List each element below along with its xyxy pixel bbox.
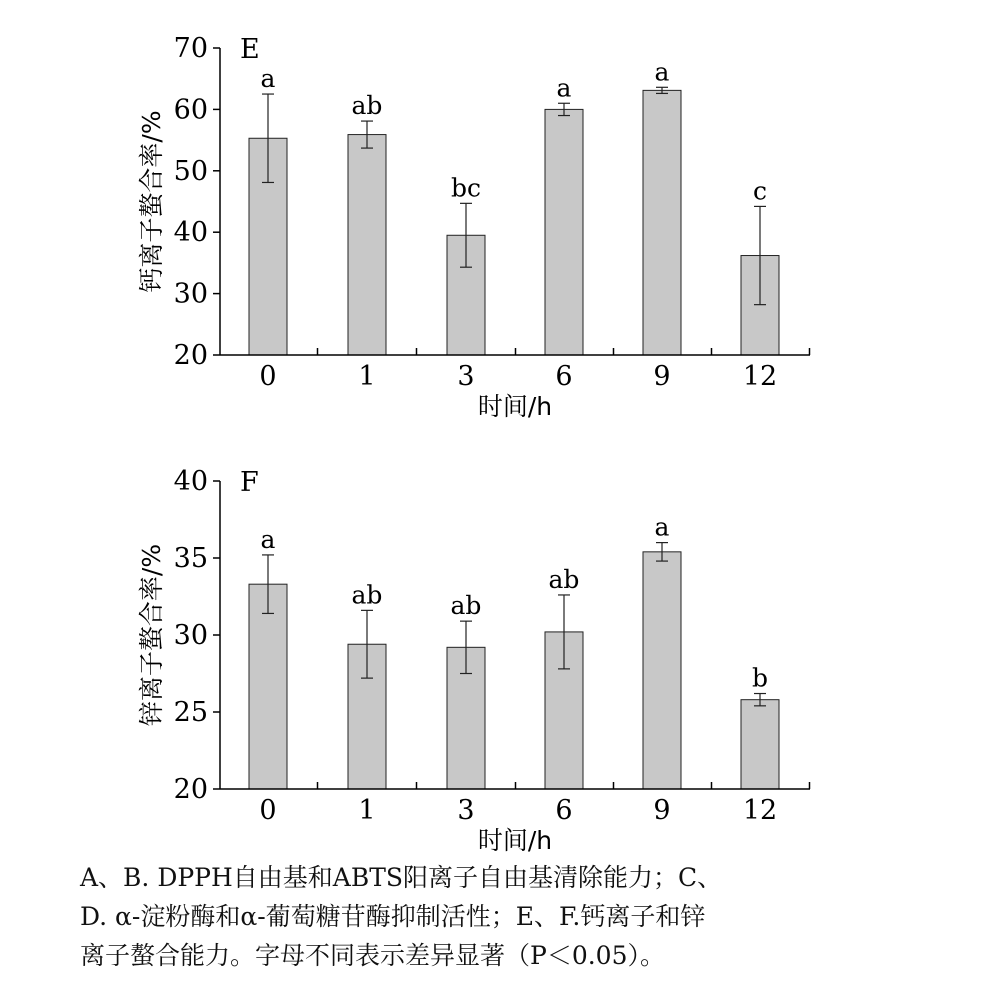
x-tick-label: 6	[555, 795, 573, 826]
bar	[249, 584, 287, 789]
y-tick-label: 50	[173, 155, 208, 187]
y-tick-label: 40	[173, 217, 208, 249]
bar	[643, 552, 681, 789]
figure-caption	[80, 858, 960, 975]
x-tick-label: 1	[358, 795, 376, 826]
chart-panel-e	[137, 33, 810, 421]
caption-line-2: D. α-淀粉酶和α-葡萄糖苷酶抑制活性；E、F.钙离子和锌	[80, 902, 706, 931]
significance-letter: ab	[351, 91, 383, 121]
chart-panel-f	[137, 466, 810, 855]
x-tick-label: 3	[457, 795, 475, 826]
significance-letter: a	[654, 512, 670, 542]
bar	[348, 135, 386, 355]
y-tick-label: 70	[173, 33, 208, 64]
x-tick-label: 3	[457, 361, 475, 392]
x-tick-label: 12	[742, 795, 778, 826]
panel-label: E	[240, 34, 260, 65]
x-tick-label: 12	[742, 361, 778, 392]
x-tick-label: 0	[259, 795, 277, 826]
significance-letter: c	[752, 176, 768, 206]
significance-letter: a	[556, 73, 572, 103]
significance-letter: a	[260, 64, 276, 94]
y-tick-label: 30	[173, 620, 208, 651]
bar	[545, 109, 583, 355]
x-tick-label: 9	[653, 361, 671, 392]
x-tick-label: 0	[259, 361, 277, 392]
x-tick-label: 6	[555, 361, 573, 392]
x-tick-label: 9	[653, 795, 671, 826]
significance-letter: a	[260, 524, 276, 554]
significance-letter: ab	[351, 580, 383, 610]
y-tick-label: 25	[173, 697, 208, 728]
x-axis-title: 时间/h	[477, 826, 553, 855]
panel-label: F	[240, 467, 259, 498]
significance-letter: bc	[450, 173, 482, 203]
y-tick-label: 20	[173, 340, 208, 371]
y-tick-label: 30	[173, 278, 208, 310]
significance-letter: ab	[450, 591, 482, 621]
x-tick-label: 1	[358, 361, 376, 392]
y-tick-label: 40	[173, 466, 208, 497]
significance-letter: b	[751, 663, 769, 693]
bar	[643, 90, 681, 355]
y-axis-title: 锌离子螯合率/%	[137, 543, 166, 727]
significance-letter: ab	[548, 564, 580, 594]
y-tick-label: 20	[173, 774, 208, 805]
y-tick-label: 35	[173, 543, 208, 574]
bar	[741, 700, 779, 789]
significance-letter: a	[654, 57, 670, 87]
y-tick-label: 60	[173, 94, 208, 126]
x-axis-title: 时间/h	[477, 392, 553, 421]
y-axis-title: 钙离子螯合率/%	[137, 110, 166, 293]
caption-line-3: 离子螯合能力。字母不同表示差异显著（P＜0.05）。	[80, 941, 665, 970]
caption-line-1: A、B. DPPH自由基和ABTS阳离子自由基清除能力；C、	[80, 863, 723, 892]
